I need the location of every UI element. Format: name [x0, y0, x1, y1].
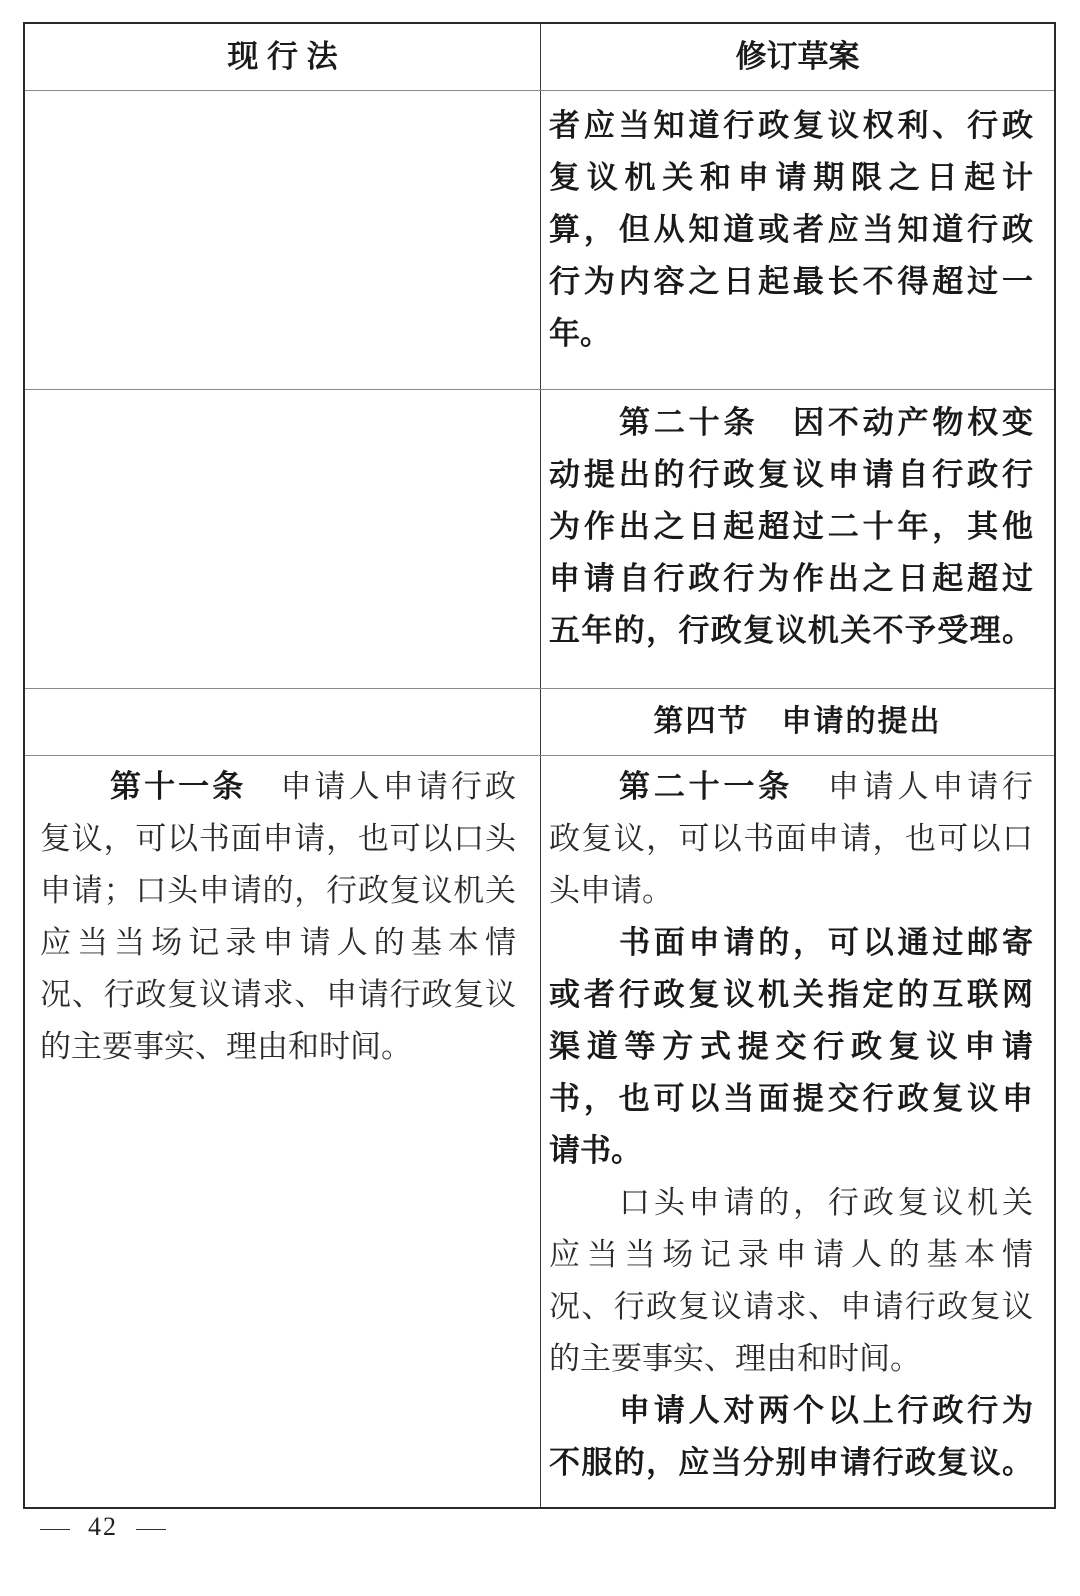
text-line [549, 1125, 1033, 1177]
original-text: 头申请。 [549, 873, 673, 909]
revised-text: 五年的，行政复议机关不予受理。 [549, 613, 1033, 649]
revised-text: 申请人对两个以上行政行为 [619, 1393, 1033, 1429]
original-text: 的主要事实、理由和时间。 [549, 1341, 921, 1377]
row1-revised-draft-cell [549, 100, 1033, 360]
header-revised-draft: 修订草案 [735, 39, 860, 74]
revised-text: 为作出之日起超过二十年，其他 [549, 509, 1033, 545]
text-line [549, 1073, 1033, 1125]
text-line [549, 761, 1033, 813]
text-line [549, 1437, 1033, 1489]
revised-text: 请书。 [549, 1133, 642, 1169]
revised-text: 者应当知道行政复议权利、行政 [549, 108, 1033, 144]
text-line [40, 865, 516, 917]
original-text: 复议，可以书面申请，也可以口头 [40, 821, 516, 857]
text-line [549, 917, 1033, 969]
text-line [549, 1333, 1033, 1385]
revised-text: 渠道等方式提交行政复议申请 [549, 1029, 1033, 1065]
revised-text: 书面申请的，可以通过邮寄 [619, 925, 1033, 961]
text-line [549, 865, 1033, 917]
header-current-law: 现 行 法 [227, 39, 338, 74]
row2-revised-draft-cell [549, 397, 1033, 657]
original-text: 申请人申请行 [827, 769, 1034, 805]
text-line [549, 1385, 1033, 1437]
text-line [549, 256, 1033, 308]
row2-current-law-cell [25, 390, 540, 689]
revised-text: 行为内容之日起最长不得超过一 [549, 264, 1033, 300]
row-divider [25, 755, 1054, 756]
text-line [40, 813, 516, 865]
text-line [549, 553, 1033, 605]
original-text: 况、行政复议请求、申请行政复议 [40, 977, 516, 1013]
original-text: 政复议，可以书面申请，也可以口 [549, 821, 1033, 857]
dash-right [136, 1529, 166, 1530]
section-heading: 第四节 申请的提出 [653, 704, 942, 739]
original-text: 申请；口头申请的，行政复议机关 [40, 873, 516, 909]
text-line [549, 152, 1033, 204]
revised-text: 申请自行政行为作出之日起超过 [549, 561, 1033, 597]
page-footer [40, 1512, 166, 1542]
comparison-table [23, 22, 1056, 1509]
text-line [40, 761, 516, 813]
revised-text: 年。 [549, 316, 611, 352]
revised-text: 不服的，应当分别申请行政复议。 [549, 1445, 1033, 1481]
text-line [549, 397, 1033, 449]
column-divider [540, 24, 541, 1507]
revised-text: 复议机关和申请期限之日起计 [549, 160, 1033, 196]
text-line [549, 969, 1033, 1021]
original-text: 口头申请的，行政复议机关 [619, 1185, 1033, 1221]
original-text: 应当当场记录申请人的基本情 [549, 1237, 1033, 1273]
revised-text: 第二十条 因不动产物权变 [619, 405, 1033, 441]
text-line [549, 1177, 1033, 1229]
row4-current-law-cell [40, 761, 516, 1073]
original-text: 的主要事实、理由和时间。 [40, 1029, 412, 1065]
text-line [549, 1281, 1033, 1333]
original-text: 应当当场记录申请人的基本情 [40, 925, 516, 961]
text-line [549, 204, 1033, 256]
text-line [549, 308, 1033, 360]
revised-text: 或者行政复议机关指定的互联网 [549, 977, 1033, 1013]
revised-text: 书，也可以当面提交行政复议申 [549, 1081, 1033, 1117]
original-text: 况、行政复议请求、申请行政复议 [549, 1289, 1033, 1325]
text-line [549, 100, 1033, 152]
revised-text: 算，但从知道或者应当知道行政 [549, 212, 1033, 248]
text-line [549, 605, 1033, 657]
text-line [549, 501, 1033, 553]
dash-left [40, 1529, 70, 1530]
text-line [40, 969, 516, 1021]
revised-text: 第十一条 [110, 769, 281, 805]
text-line [549, 449, 1033, 501]
row1-current-law-cell [25, 91, 540, 390]
original-text: 申请人申请行政 [280, 769, 517, 805]
text-line [549, 1021, 1033, 1073]
text-line [549, 813, 1033, 865]
page-number: 42 [88, 1512, 118, 1541]
text-line [40, 1021, 516, 1073]
row3-current-law-cell [25, 689, 540, 755]
text-line [549, 1229, 1033, 1281]
row4-revised-draft-cell [549, 761, 1033, 1489]
text-line [40, 917, 516, 969]
revised-text: 动提出的行政复议申请自行政行 [549, 457, 1033, 493]
revised-text: 第二十一条 [619, 769, 828, 805]
